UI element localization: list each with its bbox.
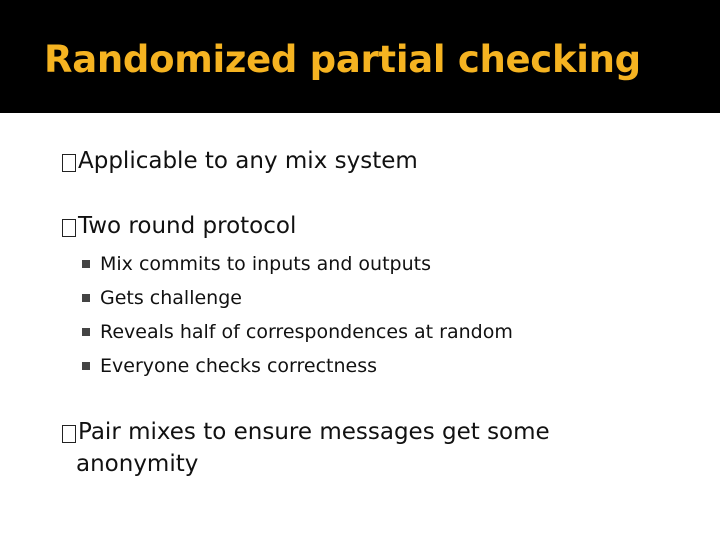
sub-bullet-commits: Mix commits to inputs and outputs [100, 253, 431, 275]
slide-title: Randomized partial checking [44, 38, 641, 81]
bullet-pair-mixes-cont: anonymity [76, 451, 199, 477]
missing-glyph-box-icon [62, 219, 76, 237]
sub-bullet-challenge: Gets challenge [100, 287, 242, 309]
square-bullet-icon [82, 260, 90, 268]
bullet-applicable: Applicable to any mix system [78, 148, 418, 174]
sub-bullet-everyone: Everyone checks correctness [100, 355, 378, 377]
square-bullet-icon [82, 362, 90, 370]
bullet-two-round: Two round protocol [78, 213, 297, 239]
sub-bullet-reveals: Reveals half of correspondences at random [100, 321, 513, 343]
missing-glyph-box-icon [62, 425, 76, 443]
missing-glyph-box-icon [62, 154, 76, 172]
square-bullet-icon [82, 328, 90, 336]
bullet-pair-mixes: Pair mixes to ensure messages get some [78, 419, 550, 445]
square-bullet-icon [82, 294, 90, 302]
